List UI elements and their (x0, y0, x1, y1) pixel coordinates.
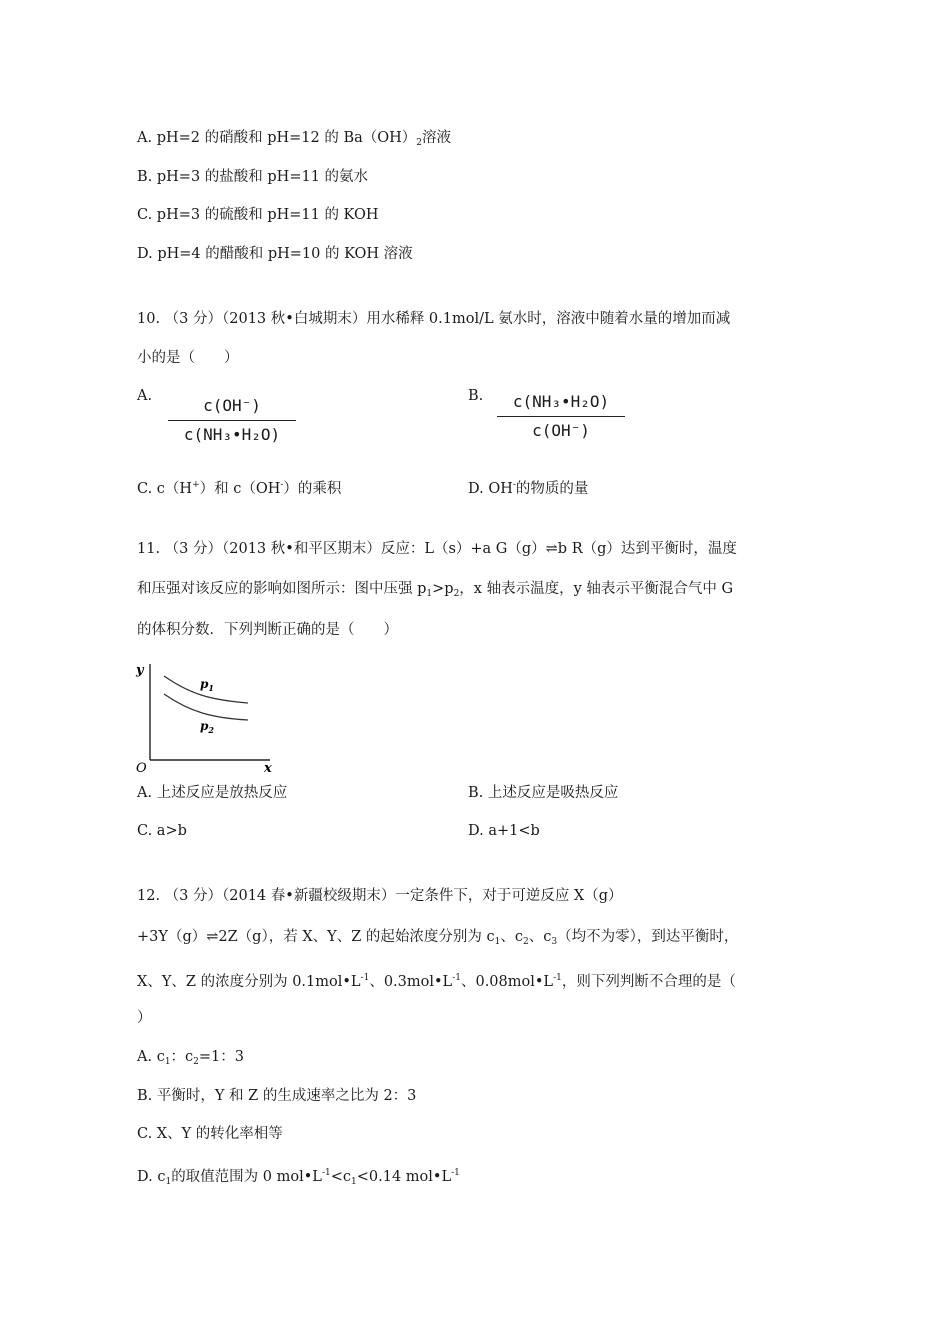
y-axis-label: y (136, 663, 144, 678)
q11-pressure-graph (130, 660, 290, 776)
q10-option-a-fraction (168, 394, 296, 447)
q9-option-d: D. pH=4 的醋酸和 pH=10 的 KOH 溶液 (137, 246, 413, 262)
fraction-numerator: c(NH₃•H₂O) (512, 392, 610, 411)
curve-p2 (164, 694, 248, 720)
p1-label: $p_1$ (200, 677, 214, 693)
fraction-denominator: c(OH⁻) (532, 421, 590, 440)
fraction-bar (497, 416, 625, 417)
q10-option-b-fraction (497, 390, 625, 443)
q9-option-b: B. pH=3 的盐酸和 pH=11 的氨水 (137, 169, 369, 185)
fraction-numerator: c(OH⁻) (203, 396, 261, 415)
q9-option-a: A. pH=2 的硝酸和 pH=12 的 $Ba(OH)_2$溶液 (137, 130, 452, 148)
q12-stem-line2: +3Y（g）⇌2Z（g），若 X、Y、Z 的起始浓度分别为 $c_1$、$c_2$、$c_3$（均不为零），到达平衡时， (137, 929, 739, 947)
q10-option-c: C. c（H+）和 c（OH-）的乘积 (137, 480, 342, 497)
q11-stem-line2: 和压强对该反应的影响如图所示：图中压强 $p_1>p_2$，x 轴表示温度，y 轴表示平衡混合气中 G (137, 581, 734, 599)
x-axis-label: x (264, 761, 272, 776)
q12-option-d: D. $c_1$的取值范围为 0 $mol•L^{-1}<c_1<0.14$ $mol•L^{-1}$ (137, 1168, 460, 1187)
q12-option-b: B. 平衡时，Y 和 Z 的生成速率之比为 2：3 (137, 1088, 417, 1104)
fraction-bar (168, 420, 296, 421)
q10-option-b-label: B. (468, 388, 484, 404)
q12-option-c: C. X、Y 的转化率相等 (137, 1126, 283, 1142)
p2-label: $p_2$ (200, 719, 214, 735)
q9-option-c: C. pH=3 的硫酸和 pH=11 的 KOH (137, 207, 379, 223)
q11-option-c: C. a>b (137, 823, 187, 839)
q11-option-a: A. 上述反应是放热反应 (137, 785, 288, 801)
fraction-denominator: c(NH₃•H₂O) (183, 425, 281, 444)
q11-option-d: D. a+1<b (468, 823, 540, 839)
q10-stem-line2: 小的是（ ） (137, 350, 239, 366)
q11-stem-line1: 11. （3 分）（2013 秋•和平区期末）反应：L（s）+a G（g）⇌b R（g）达到平衡时，温度 (137, 541, 737, 557)
q10-stem-line1: 10. （3 分）（2013 秋•白城期末）用水稀释 0.1mol/L 氨水时，溶液中随着水量的增加而减 (137, 311, 731, 327)
q12-stem-line3: X、Y、Z 的浓度分别为 $0.1mol•L^{-1}$、$0.3mol•L^{-1}$、$0.08mol•L^{-1}$，则下列判断不合理的是（ (137, 973, 736, 990)
q12-stem-line1: 12. （3 分）（2014 春•新疆校级期末）一定条件下，对于可逆反应 X（g） (137, 888, 623, 904)
q10-option-a-label: A. (137, 388, 153, 404)
q12-option-a: A. $c_1$：$c_2=1$：3 (137, 1049, 245, 1067)
q10-option-d: D. OH-的物质的量 (468, 480, 589, 497)
q11-stem-line3: 的体积分数．下列判断正确的是（ ） (137, 622, 398, 638)
q12-stem-line4: ） (137, 1010, 152, 1026)
q11-option-b: B. 上述反应是吸热反应 (468, 785, 619, 801)
origin-label: O (136, 761, 147, 776)
